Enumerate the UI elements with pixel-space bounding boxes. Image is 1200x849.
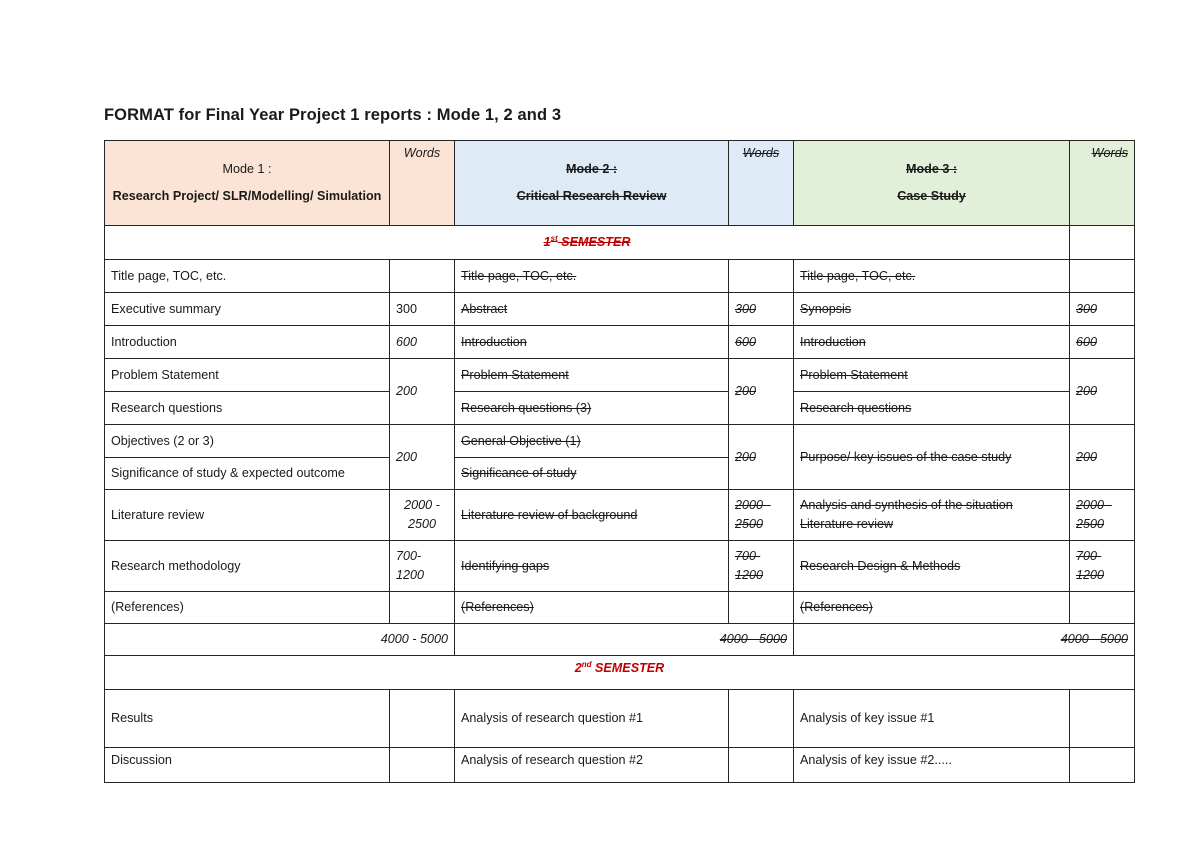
empty-cell xyxy=(729,748,794,783)
cell-literature-w1: 2000 - 2500 xyxy=(390,490,455,541)
empty-cell xyxy=(1070,592,1135,624)
cell-significance-m2: Significance of study xyxy=(455,458,729,490)
cell-intro-w2: 600 xyxy=(729,326,794,359)
cell-intro-w1: 600 xyxy=(390,326,455,359)
cell-results-m3: Analysis of key issue #1 xyxy=(794,690,1070,748)
cell-results-m2: Analysis of research question #1 xyxy=(455,690,729,748)
semester1-heading: 1st SEMESTER xyxy=(105,226,1070,260)
cell-summary-m3: Synopsis xyxy=(794,293,1070,326)
mode3-words-header: Words xyxy=(1070,141,1135,226)
cell-problem-w3: 200 xyxy=(1070,359,1135,425)
format-table xyxy=(104,140,1135,783)
cell-summary-w1: 300 xyxy=(390,293,455,326)
empty-cell xyxy=(390,260,455,293)
literature-m3-line2: Literature review xyxy=(800,517,894,531)
cell-questions-m3: Research questions xyxy=(794,392,1070,425)
cell-discussion-m2: Analysis of research question #2 xyxy=(455,748,729,783)
empty-cell xyxy=(390,592,455,624)
cell-intro-m1: Introduction xyxy=(105,326,390,359)
cell-references-m1: (References) xyxy=(105,592,390,624)
cell-literature-w3: 2000 - 2500 xyxy=(1070,490,1135,541)
cell-summary-w2: 300 xyxy=(729,293,794,326)
cell-title-page-m2: Title page, TOC, etc. xyxy=(455,260,729,293)
cell-objectives-m3: Purpose/ key issues of the case study xyxy=(794,425,1070,490)
mode1-header xyxy=(105,141,390,226)
total-words-m1: 4000 - 5000 xyxy=(105,624,455,656)
cell-summary-m1: Executive summary xyxy=(105,293,390,326)
mode3-label: Mode 3 : xyxy=(905,162,958,176)
cell-questions-m2: Research questions (3) xyxy=(455,392,729,425)
cell-references-m3: (References) xyxy=(794,592,1070,624)
cell-methodology-m3: Research Design & Methods xyxy=(794,541,1070,592)
cell-discussion-m1: Discussion xyxy=(105,748,390,783)
mode2-header xyxy=(455,141,729,226)
table-row xyxy=(105,690,1135,748)
table-row xyxy=(105,293,1135,326)
cell-objectives-m2: General Objective (1) xyxy=(455,425,729,458)
table-row xyxy=(105,359,1135,392)
cell-intro-m3: Introduction xyxy=(794,326,1070,359)
literature-m3-line1: Analysis and synthesis of the situation xyxy=(800,498,1013,512)
cell-questions-m1: Research questions xyxy=(105,392,390,425)
cell-objectives-m1: Objectives (2 or 3) xyxy=(105,425,390,458)
cell-methodology-w2: 700- 1200 xyxy=(729,541,794,592)
cell-discussion-m3: Analysis of key issue #2..... xyxy=(794,748,1070,783)
empty-cell xyxy=(1070,260,1135,293)
cell-problem-w2: 200 xyxy=(729,359,794,425)
cell-methodology-m2: Identifying gaps xyxy=(455,541,729,592)
table-row xyxy=(105,425,1135,458)
cell-literature-m2: Literature review of background xyxy=(455,490,729,541)
total-words-m3: 4000 - 5000 xyxy=(794,624,1135,656)
empty-cell xyxy=(729,690,794,748)
mode2-desc: Critical Research Review xyxy=(516,189,667,203)
cell-results-m1: Results xyxy=(105,690,390,748)
cell-title-page-m3: Title page, TOC, etc. xyxy=(794,260,1070,293)
empty-cell xyxy=(729,260,794,293)
cell-references-m2: (References) xyxy=(455,592,729,624)
cell-literature-w2: 2000 - 2500 xyxy=(729,490,794,541)
table-row xyxy=(105,260,1135,293)
cell-title-page-m1: Title page, TOC, etc. xyxy=(105,260,390,293)
mode1-desc: Research Project/ SLR/Modelling/ Simulation xyxy=(112,189,382,203)
total-words-m2: 4000 - 5000 xyxy=(455,624,794,656)
totals-row xyxy=(105,624,1135,656)
table-row xyxy=(105,541,1135,592)
empty-cell xyxy=(390,748,455,783)
semester2-row xyxy=(105,656,1135,690)
cell-problem-m3: Problem Statement xyxy=(794,359,1070,392)
empty-cell xyxy=(1070,748,1135,783)
cell-literature-m3 xyxy=(794,490,1070,541)
semester2-heading: 2nd SEMESTER xyxy=(105,656,1135,690)
cell-summary-m2: Abstract xyxy=(455,293,729,326)
mode1-label: Mode 1 : xyxy=(222,162,272,176)
cell-methodology-m1: Research methodology xyxy=(105,541,390,592)
mode2-words-header: Words xyxy=(729,141,794,226)
table-row xyxy=(105,392,1135,425)
empty-cell xyxy=(729,592,794,624)
table-row xyxy=(105,326,1135,359)
mode1-words-header: Words xyxy=(390,141,455,226)
cell-objectives-w3: 200 xyxy=(1070,425,1135,490)
semester1-row xyxy=(105,226,1135,260)
header-row xyxy=(105,141,1135,226)
cell-objectives-w1: 200 xyxy=(390,425,455,490)
cell-methodology-w1: 700- 1200 xyxy=(390,541,455,592)
cell-problem-m1: Problem Statement xyxy=(105,359,390,392)
empty-cell xyxy=(1070,690,1135,748)
empty-cell xyxy=(1070,226,1135,260)
empty-cell xyxy=(390,690,455,748)
mode2-label: Mode 2 : xyxy=(565,162,618,176)
mode3-desc: Case Study xyxy=(897,189,966,203)
cell-objectives-w2: 200 xyxy=(729,425,794,490)
cell-methodology-w3: 700- 1200 xyxy=(1070,541,1135,592)
cell-intro-m2: Introduction xyxy=(455,326,729,359)
table-row xyxy=(105,592,1135,624)
cell-summary-w3: 300 xyxy=(1070,293,1135,326)
cell-problem-m2: Problem Statement xyxy=(455,359,729,392)
table-row xyxy=(105,490,1135,541)
cell-intro-w3: 600 xyxy=(1070,326,1135,359)
mode3-header xyxy=(794,141,1070,226)
page-title: FORMAT for Final Year Project 1 reports : Mode 1, 2 and 3 xyxy=(104,106,562,124)
table-row xyxy=(105,748,1135,783)
cell-literature-m1: Literature review xyxy=(105,490,390,541)
cell-problem-w1: 200 xyxy=(390,359,455,425)
cell-significance-m1: Significance of study & expected outcome xyxy=(105,458,390,490)
